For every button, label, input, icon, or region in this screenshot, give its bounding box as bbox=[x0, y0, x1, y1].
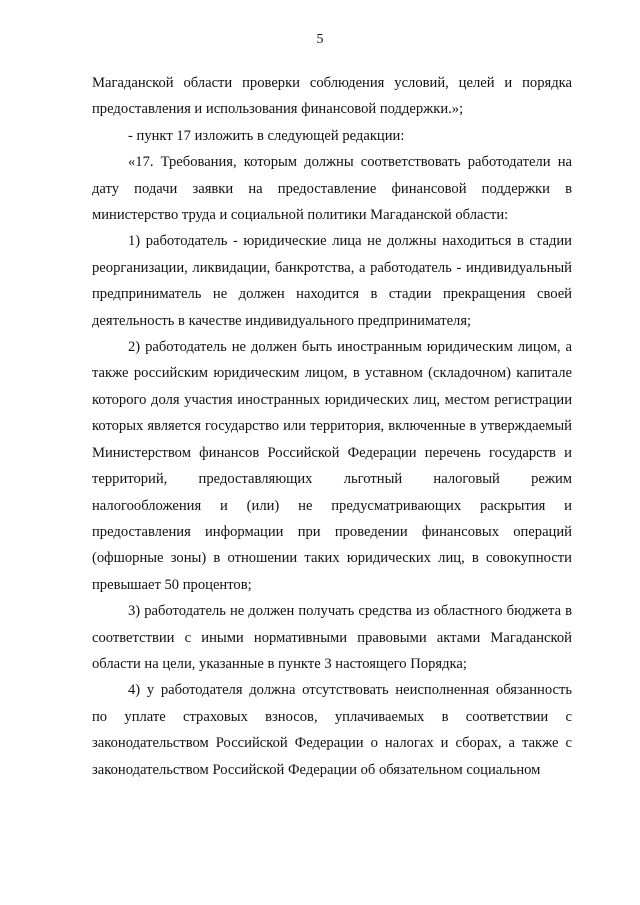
document-body bbox=[92, 70, 572, 783]
page-number: 5 bbox=[316, 32, 324, 47]
paragraph-amendment-intro: - пункт 17 изложить в следующей редакции: bbox=[128, 127, 405, 144]
paragraph-item-1: 1) работодатель - юридические лица не должны находиться в стадии реорганизации, ликвидации, банкротства, а работодатель - индивидуальный предприниматель не должен находится в стадии прекращения своей деятельность в качестве индивидуального предпринимателя; bbox=[92, 233, 572, 329]
paragraph-item-3: 3) работодатель не должен получать средства из областного бюджета в соответствии с иными нормативными правовыми актами Магаданской области на цели, указанные в пункте 3 настоящего Порядка; bbox=[92, 603, 572, 672]
paragraph-item-2: 2) работодатель не должен быть иностранным юридическим лицом, а также российским юридическим лицом, в уставном (складочном) капитале которого доля участия иностранных юридических лиц, местом регистрации которых является государство или территория, включенные в утверждаемый Министерством финансов Российской Федерации перечень государств и территорий, предоставляющих льготный налоговый режим налогообложения и (или) не предусматривающих раскрытия и предоставления информации при проведении финансовых операций (офшорные зоны) в отношении таких юридических лиц, в совокупности превышает 50 процентов; bbox=[92, 339, 572, 593]
paragraph-clause-17: «17. Требования, которым должны соответствовать работодатели на дату подачи заявки на предоставление финансовой поддержки в министерство труда и социальной политики Магаданской области: bbox=[92, 154, 572, 224]
paragraph-item-4: 4) у работодателя должна отсутствовать неисполненная обязанность по уплате страховых взносов, уплачиваемых в соответствии с законодательством Российской Федерации о налогах и сборах, а также с законодательством Российской Федерации об обязательном социальном bbox=[92, 682, 572, 778]
paragraph-continuation: Магаданской области проверки соблюдения условий, целей и порядка предоставления и использования финансовой поддержки.»; bbox=[92, 75, 572, 118]
